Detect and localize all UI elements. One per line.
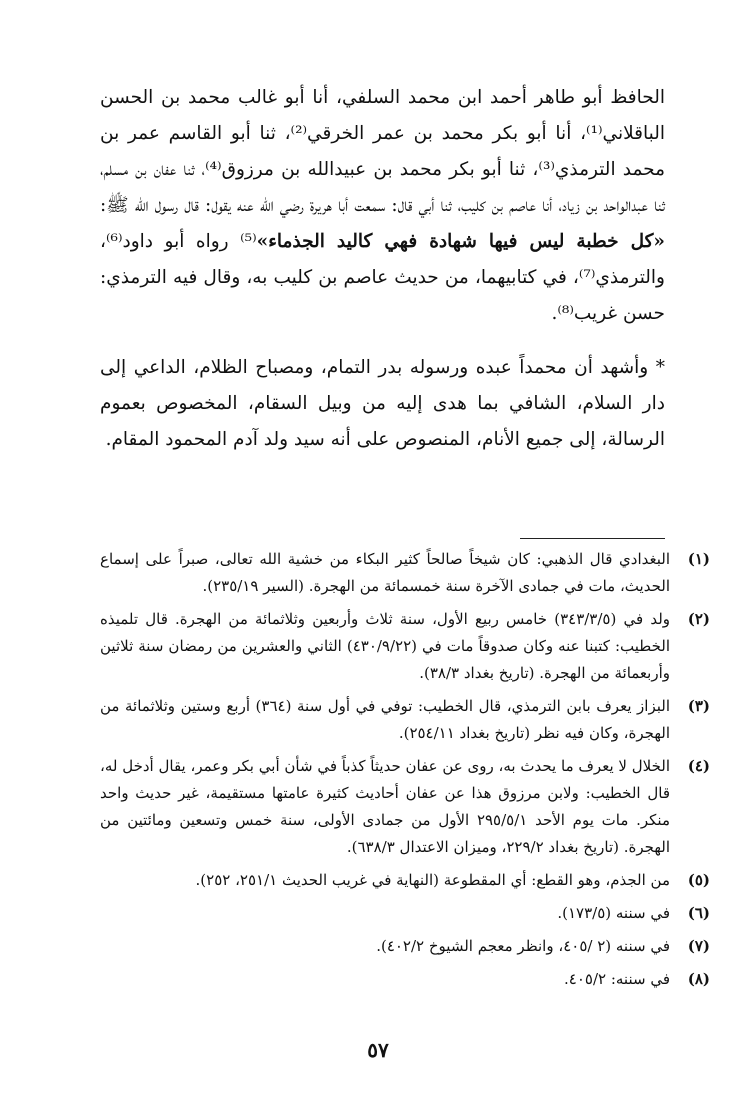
- takhrij-text: ⁽⁵⁾ رواه أبو داود⁽⁶⁾، والترمذي⁽⁷⁾، في كتابيهما، من حديث عاصم بن كليب به، وقال فيه الترمذي: حسن غريب⁽⁸⁾.: [100, 231, 665, 324]
- footnote-text: الخلال لا يعرف ما يحدث به، روى عن عفان حديثاً كذباً في شأن أبي بكر وعمر، يقال أدخل له، قال الخطيب: ولابن مرزوق هذا عن عفان أحاديث كثيرة عامتها مستقيمة، غير حديث واحد منكر. مات يوم الأحد ٢٩٥/٥/١ الأول من جمادى الأولى، سنة خمس وتسعين ومائتين من الهجرة. (تاريخ بغداد ٢٢٩/٢، وميزان الاعتدال ٦٣٨/٣).: [100, 757, 670, 856]
- footnote-text: ولد في (٣٤٣/٣/٥) خامس ربيع الأول، سنة ثلاث وأربعين وثلاثمائة من الهجرة. قال تلميذه الخطيب: كتبنا عنه وكان صدوقاً مات في (٤٣٠/٩/٢٢) الثاني والعشرين من رمضان سنة ثلاثين وأربعمائة من الهجرة. (تاريخ بغداد ٣٨/٣).: [100, 610, 671, 682]
- chain-text: الحافظ أبو طاهر أحمد ابن محمد السلفي، أنا أبو غالب محمد بن الحسن الباقلاني⁽¹⁾، أنا أبو بكر محمد بن عمر الخرقي⁽²⁾، ثنا أبو القاسم عمر بن محمد الترمذي⁽³⁾، ثنا أبو بكر محمد بن عبيدالله بن مرزوق⁽⁴⁾، ثنا عفان بن مسلم، ثنا عبدالواحد بن زياد، أنا عاصم بن كليب، ثنا أبي قال: سمعت أبا هريرة رضي الله عنه يقول: قال رسول الله ﷺ:: [100, 87, 666, 216]
- paragraph-shahada: * وأشهد أن محمداً عبده ورسوله بدر التمام، ومصباح الظلام، الداعي إلى دار السلام، الشافي بما هدى إليه من وبيل السقام، المخصوص بعموم الرسالة، إلى جميع الأنام، المنصوص على أنه سيد ولد آدم المحمود المقام.: [100, 357, 665, 450]
- footnote-number: (٦): [687, 904, 710, 922]
- paragraph-hadith-chain: [100, 80, 665, 332]
- footnote-5: [100, 867, 710, 894]
- footnote-separator: [520, 538, 665, 539]
- footnote-number: (٥): [687, 871, 710, 889]
- footnote-8: [100, 966, 710, 993]
- footnote-number: (٤): [687, 757, 710, 775]
- footnote-4: [100, 753, 710, 861]
- footnote-text: في سننه (٢ /٤٠٥، وانظر معجم الشيوخ ٤٠٢/٢).: [376, 937, 670, 955]
- footnote-3: [100, 693, 710, 747]
- footnote-text: البغدادي قال الذهبي: كان شيخاً صالحاً كثير البكاء من خشية الله تعالى، صبراً على إسماع الحديث، مات في جمادى الآخرة سنة خمسمائة من الهجرة. (السير ٢٣٥/١٩).: [100, 550, 670, 595]
- footnote-number: (٨): [687, 970, 710, 988]
- footnote-number: (٢): [687, 610, 710, 628]
- footnote-text: في سننه (١٧٣/٥).: [557, 904, 670, 922]
- footnote-number: (٧): [687, 937, 710, 955]
- footnote-6: [100, 900, 710, 927]
- footnote-number: (١): [687, 550, 710, 568]
- main-text: [100, 80, 665, 458]
- footnote-2: [100, 606, 710, 687]
- footnote-7: [100, 933, 710, 960]
- footnote-text: من الجذم، وهو القطع: أي المقطوعة (النهاية في غريب الحديث ٢٥١/١، ٢٥٢).: [195, 871, 670, 889]
- footnotes-list: [100, 546, 710, 999]
- footnote-text: في سننه: ٤٠٥/٢.: [564, 970, 670, 988]
- footnote-text: البزاز يعرف بابن الترمذي، قال الخطيب: توفي في أول سنة (٣٦٤) أربع وستين وثلاثمائة من الهجرة، وكان فيه نظر (تاريخ بغداد ٢٥٤/١١).: [100, 697, 671, 742]
- page-number: ٥٧: [367, 1038, 389, 1062]
- hadith-quote: «كل خطبة ليس فيها شهادة فهي كاليد الجذماء»: [256, 231, 665, 252]
- footnote-1: [100, 546, 710, 600]
- footnote-number: (٣): [687, 697, 710, 715]
